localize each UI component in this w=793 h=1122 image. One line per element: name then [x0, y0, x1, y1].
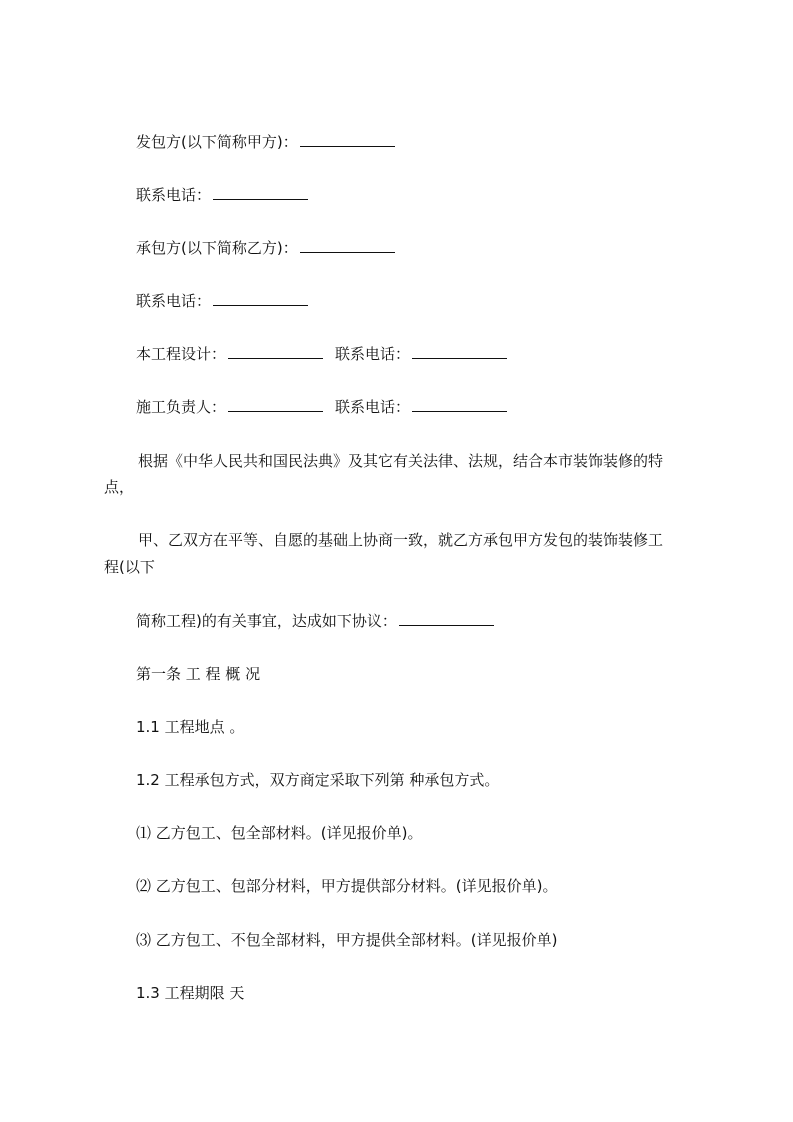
item-1-3: 1.3 工程期限 天 — [136, 984, 245, 1002]
item-1-1: 1.1 工程地点 。 — [136, 718, 245, 736]
paragraph-3-text: 简称工程)的有关事宜，达成如下协议： — [136, 612, 397, 630]
employer-line — [136, 132, 395, 152]
employer-label: 发包方(以下简称甲方)： — [136, 133, 298, 151]
employer-blank — [300, 132, 395, 147]
article-1-heading: 第一条 工 程 概 况 — [136, 665, 261, 683]
paragraph-3-line — [136, 611, 494, 631]
paragraph-2-line-1: 甲、乙双方在平等、自愿的基础上协商一致，就乙方承包甲方发包的装饰装修工 — [138, 531, 664, 549]
contractor-blank — [300, 238, 395, 253]
contractor-phone-label: 联系电话： — [136, 292, 212, 310]
design-phone-blank — [412, 344, 507, 359]
option-3: ⑶ 乙方包工、不包全部材料，甲方提供全部材料。(详见报价单) — [136, 931, 558, 949]
employer-phone-blank — [213, 185, 308, 200]
paragraph-1-line-1: 根据《中华人民共和国民法典》及其它有关法律、法规，结合本市装饰装修的特 — [138, 452, 664, 470]
design-blank — [228, 344, 323, 359]
manager-blank — [228, 397, 323, 412]
paragraph-2-line-2: 程(以下 — [104, 558, 155, 576]
option-1: ⑴ 乙方包工、包全部材料。(详见报价单)。 — [136, 824, 423, 842]
paragraph-3-blank — [399, 611, 494, 626]
design-phone-label: 联系电话： — [335, 345, 411, 363]
contractor-label: 承包方(以下简称乙方)： — [136, 239, 298, 257]
manager-phone-label: 联系电话： — [335, 398, 411, 416]
contractor-line — [136, 238, 395, 258]
manager-label: 施工负责人： — [136, 398, 227, 416]
design-label: 本工程设计： — [136, 345, 227, 363]
paragraph-1-line-2: 点， — [104, 478, 135, 496]
manager-line — [136, 397, 507, 417]
employer-phone-line — [136, 185, 308, 205]
design-line — [136, 344, 507, 364]
manager-phone-blank — [412, 397, 507, 412]
contractor-phone-line — [136, 291, 308, 311]
employer-phone-label: 联系电话： — [136, 186, 212, 204]
option-2: ⑵ 乙方包工、包部分材料，甲方提供部分材料。(详见报价单)。 — [136, 877, 558, 895]
item-1-2: 1.2 工程承包方式，双方商定采取下列第 种承包方式。 — [136, 771, 500, 789]
contractor-phone-blank — [213, 291, 308, 306]
